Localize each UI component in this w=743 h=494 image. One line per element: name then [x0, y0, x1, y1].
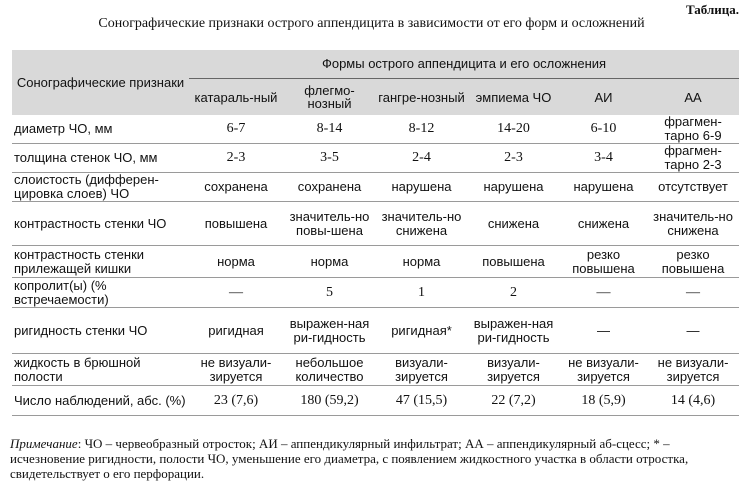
cell-value: сохранена	[283, 173, 376, 202]
table-row	[12, 202, 739, 246]
cell-value: 2-3	[467, 144, 560, 173]
cell-value: 6-10	[560, 115, 647, 144]
cell-value: —	[189, 278, 283, 308]
cell-value: снижена	[560, 202, 647, 246]
cell-value: 5	[283, 278, 376, 308]
row-label: диаметр ЧО, мм	[12, 115, 189, 144]
table-row	[12, 144, 739, 173]
table-row	[12, 308, 739, 354]
footnote-text: : ЧО – червеобразный отросток; АИ – аппендикулярный инфильтрат; АА – аппендикулярный аб-сцесс; * – исчезновение ригидности, полости ЧО, уменьшение его диаметра, с появлением жидкостного участка в области отростка, свидетельствует о его перфорации.	[10, 436, 689, 481]
cell-value: 2-4	[376, 144, 467, 173]
column-header: эмпиема ЧО	[467, 79, 560, 116]
row-label: жидкость в брюшной полости	[12, 354, 189, 386]
cell-value: 14-20	[467, 115, 560, 144]
row-label: слоистость (дифферен-цировка слоев) ЧО	[12, 173, 189, 202]
appendicitis-sonography-table	[12, 50, 739, 416]
column-header: флегмо-нозный	[283, 79, 376, 116]
cell-value: норма	[283, 246, 376, 278]
cell-value: 1	[376, 278, 467, 308]
cell-value: выражен-ная ри-гидность	[283, 308, 376, 354]
row-label: ригидность стенки ЧО	[12, 308, 189, 354]
cell-value: выражен-ная ри-гидность	[467, 308, 560, 354]
table-caption: Сонографические признаки острого аппендицита в зависимости от его форм и осложнений	[98, 16, 645, 31]
cell-value: нарушена	[560, 173, 647, 202]
cell-value: небольшое количество	[283, 354, 376, 386]
cell-value: 23 (7,6)	[189, 386, 283, 416]
cell-value: 14 (4,6)	[647, 386, 739, 416]
cell-value: 3-5	[283, 144, 376, 173]
cell-value: норма	[376, 246, 467, 278]
cell-value: значитель-но повы-шена	[283, 202, 376, 246]
column-header: АИ	[560, 79, 647, 116]
table-row	[12, 246, 739, 278]
cell-value: —	[560, 278, 647, 308]
footnote-label: Примечание	[10, 436, 78, 451]
cell-value: 18 (5,9)	[560, 386, 647, 416]
cell-value: не визуали-зируется	[189, 354, 283, 386]
cell-value: повышена	[467, 246, 560, 278]
cell-value: 3-4	[560, 144, 647, 173]
header-group-label: Формы острого аппендицита и его осложнения	[189, 50, 739, 79]
table-number-label: Таблица.	[685, 2, 739, 17]
cell-value: 22 (7,2)	[467, 386, 560, 416]
cell-value: норма	[189, 246, 283, 278]
cell-value: 6-7	[189, 115, 283, 144]
table-row	[12, 354, 739, 386]
cell-value: —	[647, 308, 739, 354]
cell-value: визуали-зируется	[467, 354, 560, 386]
table-footnote	[10, 436, 735, 481]
cell-value: фрагмен-тарно 6-9	[647, 115, 739, 144]
cell-value: отсутствует	[647, 173, 739, 202]
cell-value: ригидная*	[376, 308, 467, 354]
cell-value: визуали-зируется	[376, 354, 467, 386]
cell-value: резко повышена	[647, 246, 739, 278]
row-label: Число наблюдений, абс. (%)	[12, 386, 189, 416]
cell-value: значитель-но снижена	[647, 202, 739, 246]
cell-value: 47 (15,5)	[376, 386, 467, 416]
table-row	[12, 278, 739, 308]
cell-value: не визуали-зируется	[647, 354, 739, 386]
cell-value: 180 (59,2)	[283, 386, 376, 416]
column-header: катараль-ный	[189, 79, 283, 116]
row-label: толщина стенок ЧО, мм	[12, 144, 189, 173]
row-label: контрастность стенки прилежащей кишки	[12, 246, 189, 278]
cell-value: 2-3	[189, 144, 283, 173]
cell-value: нарушена	[467, 173, 560, 202]
table-row	[12, 173, 739, 202]
cell-value: —	[647, 278, 739, 308]
cell-value: 8-12	[376, 115, 467, 144]
cell-value: нарушена	[376, 173, 467, 202]
table-row	[12, 115, 739, 144]
column-header: гангре-нозный	[376, 79, 467, 116]
table-row	[12, 386, 739, 416]
cell-value: 8-14	[283, 115, 376, 144]
cell-value: не визуали-зируется	[560, 354, 647, 386]
cell-value: —	[560, 308, 647, 354]
row-label: копролит(ы) (% встречаемости)	[12, 278, 189, 308]
cell-value: снижена	[467, 202, 560, 246]
cell-value: ригидная	[189, 308, 283, 354]
cell-value: повышена	[189, 202, 283, 246]
cell-value: фрагмен-тарно 2-3	[647, 144, 739, 173]
cell-value: 2	[467, 278, 560, 308]
cell-value: значитель-но снижена	[376, 202, 467, 246]
cell-value: резко повышена	[560, 246, 647, 278]
header-row-label: Сонографические признаки	[12, 50, 189, 115]
row-label: контрастность стенки ЧО	[12, 202, 189, 246]
column-header: АА	[647, 79, 739, 116]
cell-value: сохранена	[189, 173, 283, 202]
